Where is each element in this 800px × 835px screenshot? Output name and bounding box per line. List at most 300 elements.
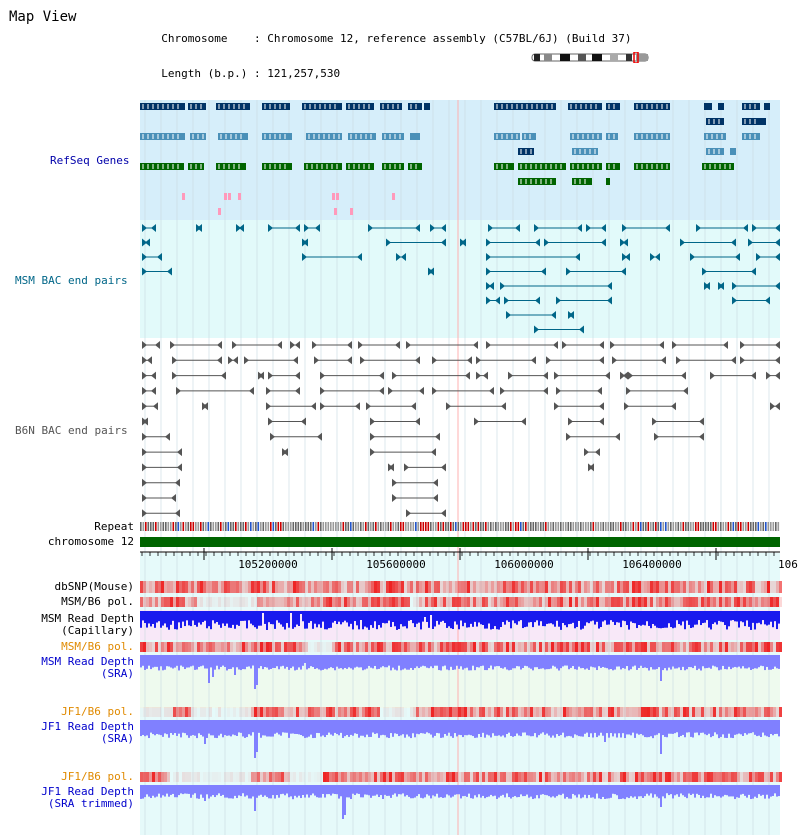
- polymorphism-cell: [611, 642, 614, 652]
- polymorphism-cell: [410, 642, 413, 652]
- read-depth-bar: [642, 655, 644, 668]
- read-depth-bar: [242, 655, 244, 669]
- read-depth-bar: [442, 655, 444, 666]
- read-depth-bar: [460, 655, 462, 666]
- read-depth-bar: [306, 655, 308, 669]
- polymorphism-cell: [653, 597, 656, 607]
- read-depth-bar: [402, 785, 404, 793]
- repeat-element: [765, 522, 767, 531]
- polymorphism-cell: [152, 707, 155, 717]
- read-depth-bar: [638, 611, 640, 625]
- bac-end: [731, 356, 736, 364]
- bac-end: [172, 372, 177, 380]
- read-depth-bar: [734, 611, 736, 621]
- polymorphism-cell: [461, 772, 464, 782]
- read-depth-bar: [142, 611, 144, 620]
- polymorphism-cell: [665, 642, 668, 652]
- polymorphism-cell: [746, 772, 749, 782]
- read-depth-bar: [250, 611, 252, 624]
- polymorphism-cell: [170, 597, 173, 607]
- read-depth-bar: [156, 785, 158, 797]
- polymorphism-cell: [758, 642, 761, 652]
- polymorphism-cell: [224, 642, 227, 652]
- read-depth-bar: [328, 655, 330, 668]
- polymorphism-cell: [398, 772, 401, 782]
- read-depth-bar: [722, 785, 724, 796]
- polymorphism-cell: [320, 581, 323, 593]
- read-depth-bar: [372, 785, 374, 796]
- polymorphism-cell: [140, 581, 143, 593]
- read-depth-bar: [154, 611, 156, 628]
- polymorphism-cell: [398, 707, 401, 717]
- polymorphism-cell: [629, 597, 632, 607]
- read-depth-bar: [164, 785, 166, 797]
- polymorphism-cell: [374, 642, 377, 652]
- polymorphism-cell: [404, 581, 407, 593]
- read-depth-bar: [310, 720, 312, 735]
- repeat-element: [155, 522, 157, 531]
- polymorphism-cell: [602, 597, 605, 607]
- polymorphism-cell: [623, 772, 626, 782]
- read-depth-bar: [516, 611, 518, 625]
- read-depth-bar: [232, 785, 234, 799]
- repeat-element: [628, 522, 630, 531]
- polymorphism-cell: [140, 707, 143, 717]
- polymorphism-cell: [404, 707, 407, 717]
- repeat-element: [675, 522, 677, 531]
- read-depth-bar: [384, 720, 386, 735]
- polymorphism-cell: [401, 581, 404, 593]
- read-depth-bar: [526, 655, 528, 666]
- polymorphism-cell: [518, 581, 521, 593]
- polymorphism-cell: [164, 707, 167, 717]
- polymorphism-cell: [572, 581, 575, 593]
- read-depth-bar: [424, 611, 426, 617]
- label-line: (SRA trimmed): [47, 797, 134, 810]
- polymorphism-cell: [764, 707, 767, 717]
- polymorphism-cell: [746, 707, 749, 717]
- read-depth-bar: [510, 720, 512, 736]
- read-depth-bar: [492, 611, 494, 629]
- polymorphism-cell: [707, 597, 710, 607]
- polymorphism-cell: [440, 597, 443, 607]
- read-depth-bar: [772, 655, 774, 669]
- read-depth-bar: [176, 655, 178, 666]
- polymorphism-cell: [296, 642, 299, 652]
- repeat-element: [180, 522, 182, 531]
- repeat-element: [743, 522, 745, 531]
- polymorphism-cell: [305, 642, 308, 652]
- repeat-element: [683, 522, 685, 531]
- polymorphism-cell: [746, 642, 749, 652]
- read-depth-bar: [752, 720, 754, 732]
- polymorphism-cell: [632, 642, 635, 652]
- read-depth-bar: [562, 785, 564, 794]
- polymorphism-cell: [749, 597, 752, 607]
- read-depth-bar: [652, 655, 654, 669]
- polymorphism-cell: [257, 597, 260, 607]
- repeat-element: [168, 522, 170, 531]
- polymorphism-cell: [149, 772, 152, 782]
- read-depth-bar: [720, 785, 722, 798]
- polymorphism-cell: [335, 597, 338, 607]
- bac-end: [347, 356, 352, 364]
- pink-mark: [224, 193, 227, 200]
- read-depth-bar: [464, 720, 466, 735]
- read-depth-bar: [324, 655, 326, 669]
- polymorphism-cell: [488, 581, 491, 593]
- read-depth-bar: [636, 785, 638, 799]
- polymorphism-cell: [266, 581, 269, 593]
- read-depth-bar: [194, 655, 196, 670]
- polymorphism-cell: [398, 597, 401, 607]
- read-depth-bar: [200, 611, 202, 625]
- axis-tick-label: 105600000: [366, 558, 426, 571]
- polymorphism-cell: [572, 642, 575, 652]
- read-depth-bar: [310, 785, 312, 795]
- read-depth-bar: [322, 720, 324, 735]
- bac-end: [441, 509, 446, 517]
- read-depth-bar: [456, 785, 458, 794]
- read-depth-bar: [528, 720, 530, 736]
- polymorphism-cell: [347, 772, 350, 782]
- read-depth-bar: [746, 720, 748, 735]
- read-depth-bar: [514, 785, 516, 796]
- read-depth-bar: [490, 785, 492, 795]
- polymorphism-cell: [407, 597, 410, 607]
- polymorphism-cell: [560, 707, 563, 717]
- read-depth-bar: [192, 785, 194, 795]
- bac-end: [142, 433, 147, 441]
- read-depth-bar: [542, 611, 544, 626]
- read-depth-bar: [154, 720, 156, 735]
- read-depth-bar: [662, 611, 664, 628]
- polymorphism-cell: [458, 581, 461, 593]
- repeat-element: [568, 522, 570, 531]
- info-value: : Chromosome 12, reference assembly (C57BL/6J) (Build 37): [253, 32, 632, 45]
- polymorphism-cell: [692, 772, 695, 782]
- polymorphism-cell: [143, 597, 146, 607]
- read-depth-bar: [150, 785, 152, 798]
- read-depth-bar: [404, 655, 406, 668]
- polymorphism-cell: [725, 772, 728, 782]
- bac-end: [370, 418, 375, 426]
- polymorphism-cell: [239, 597, 242, 607]
- read-depth-bar: [196, 655, 198, 669]
- polymorphism-cell: [377, 642, 380, 652]
- polymorphism-cell: [224, 772, 227, 782]
- repeat-element: [385, 522, 387, 531]
- polymorphism-cell: [749, 707, 752, 717]
- polymorphism-cell: [506, 772, 509, 782]
- read-depth-bar: [248, 785, 250, 798]
- read-depth-bar: [256, 720, 258, 752]
- bac-end: [142, 448, 147, 456]
- polymorphism-cell: [557, 707, 560, 717]
- read-depth-bar: [246, 720, 248, 737]
- polymorphism-cell: [335, 772, 338, 782]
- repeat-element: [260, 522, 262, 531]
- read-depth-bar: [474, 611, 476, 622]
- polymorphism-cell: [233, 597, 236, 607]
- polymorphism-cell: [587, 581, 590, 593]
- polymorphism-cell: [431, 642, 434, 652]
- bac-end: [370, 448, 375, 456]
- repeat-element: [673, 522, 675, 531]
- polymorphism-cell: [740, 772, 743, 782]
- polymorphism-cell: [245, 707, 248, 717]
- label-line: MSM Read Depth: [41, 612, 134, 625]
- read-depth-bar: [718, 655, 720, 670]
- polymorphism-cell: [743, 707, 746, 717]
- polymorphism-cell: [545, 581, 548, 593]
- polymorphism-cell: [440, 581, 443, 593]
- polymorphism-cell: [470, 772, 473, 782]
- polymorphism-cell: [509, 642, 512, 652]
- read-depth-bar: [254, 720, 256, 758]
- read-depth-bar: [638, 655, 640, 668]
- polymorphism-cell: [182, 772, 185, 782]
- gene-feature: [302, 103, 342, 110]
- read-depth-bar: [196, 720, 198, 738]
- read-depth-bar: [336, 655, 338, 667]
- polymorphism-cell: [428, 581, 431, 593]
- read-depth-bar: [246, 655, 248, 667]
- read-depth-bar: [190, 611, 192, 626]
- polymorphism-cell: [704, 581, 707, 593]
- repeat-element: [488, 522, 490, 531]
- polymorphism-cell: [278, 597, 281, 607]
- read-depth-bar: [378, 785, 380, 797]
- read-depth-bar: [166, 611, 168, 627]
- read-depth-bar: [542, 720, 544, 732]
- repeat-element: [360, 522, 362, 531]
- polymorphism-cell: [401, 707, 404, 717]
- read-depth-bar: [384, 611, 386, 623]
- read-depth-bar: [278, 655, 280, 669]
- polymorphism-cell: [368, 642, 371, 652]
- polymorphism-cell: [542, 707, 545, 717]
- read-depth-bar: [344, 785, 346, 815]
- repeat-element: [555, 522, 557, 531]
- polymorphism-cell: [194, 642, 197, 652]
- polymorphism-cell: [167, 707, 170, 717]
- polymorphism-cell: [455, 597, 458, 607]
- repeat-element: [485, 522, 487, 531]
- bac-end: [392, 479, 397, 487]
- polymorphism-cell: [158, 642, 161, 652]
- polymorphism-cell: [578, 772, 581, 782]
- read-depth-bar: [182, 785, 184, 794]
- read-depth-bar: [160, 785, 162, 798]
- read-depth-bar: [742, 611, 744, 622]
- read-depth-bar: [498, 611, 500, 630]
- polymorphism-cell: [368, 581, 371, 593]
- bac-end: [177, 448, 182, 456]
- read-depth-bar: [692, 720, 694, 737]
- read-depth-bar: [508, 785, 510, 797]
- read-depth-bar: [206, 655, 208, 669]
- polymorphism-cell: [761, 642, 764, 652]
- polymorphism-cell: [401, 597, 404, 607]
- polymorphism-cell: [746, 581, 749, 593]
- read-depth-bar: [452, 720, 454, 738]
- read-depth-bar: [272, 655, 274, 668]
- read-depth-bar: [308, 785, 310, 798]
- read-depth-bar: [394, 611, 396, 626]
- read-depth-bar: [392, 720, 394, 737]
- read-depth-bar: [700, 785, 702, 798]
- polymorphism-cell: [584, 597, 587, 607]
- read-depth-bar: [448, 655, 450, 670]
- repeat-element: [715, 522, 717, 531]
- read-depth-bar: [260, 720, 262, 738]
- read-depth-bar: [410, 720, 412, 738]
- read-depth-bar: [144, 720, 146, 736]
- repeat-element: [753, 522, 755, 531]
- polymorphism-cell: [269, 581, 272, 593]
- read-depth-bar: [510, 611, 512, 628]
- read-depth-bar: [414, 785, 416, 798]
- repeat-element: [653, 522, 655, 531]
- polymorphism-cell: [287, 772, 290, 782]
- read-depth-bar: [694, 720, 696, 733]
- polymorphism-cell: [419, 707, 422, 717]
- repeat-element: [413, 522, 415, 531]
- read-depth-bar: [584, 720, 586, 734]
- polymorphism-cell: [479, 642, 482, 652]
- read-depth-bar: [686, 785, 688, 798]
- polymorphism-cell: [557, 642, 560, 652]
- read-depth-bar: [420, 785, 422, 798]
- read-depth-bar: [378, 611, 380, 625]
- read-depth-bar: [186, 785, 188, 794]
- read-depth-bar: [740, 655, 742, 668]
- read-depth-bar: [530, 785, 532, 797]
- read-depth-bar: [454, 655, 456, 670]
- read-depth-bar: [338, 720, 340, 735]
- polymorphism-cell: [248, 581, 251, 593]
- repeat-element: [363, 522, 365, 531]
- polymorphism-cell: [257, 707, 260, 717]
- read-depth-bar: [406, 611, 408, 628]
- repeat-element: [645, 522, 647, 531]
- read-depth-bar: [514, 611, 516, 623]
- read-depth-bar: [428, 611, 430, 628]
- read-depth-bar: [264, 655, 266, 667]
- gene-feature: [262, 163, 292, 170]
- polymorphism-cell: [431, 772, 434, 782]
- read-depth-bar: [632, 785, 634, 798]
- read-depth-bar: [206, 720, 208, 738]
- read-depth-bar: [628, 720, 630, 734]
- repeat-element: [553, 522, 555, 531]
- polymorphism-cell: [386, 581, 389, 593]
- polymorphism-cell: [305, 707, 308, 717]
- read-depth-bar: [664, 655, 666, 668]
- polymorphism-cell: [521, 581, 524, 593]
- read-depth-bar: [496, 720, 498, 736]
- polymorphism-cell: [473, 642, 476, 652]
- gene-feature: [216, 103, 250, 110]
- repeat-element: [728, 522, 730, 531]
- polymorphism-cell: [476, 597, 479, 607]
- polymorphism-cell: [482, 597, 485, 607]
- polymorphism-cell: [596, 642, 599, 652]
- polymorphism-cell: [143, 707, 146, 717]
- read-depth-bar: [186, 720, 188, 735]
- polymorphism-cell: [707, 581, 710, 593]
- read-depth-bar: [350, 611, 352, 624]
- bac-end: [500, 387, 505, 395]
- read-depth-bar: [178, 785, 180, 795]
- read-depth-bar: [560, 720, 562, 735]
- polymorphism-cell: [704, 642, 707, 652]
- polymorphism-cell: [380, 597, 383, 607]
- read-depth-bar: [270, 720, 272, 737]
- polymorphism-cell: [419, 772, 422, 782]
- repeat-element: [340, 522, 342, 531]
- repeat-element: [480, 522, 482, 531]
- polymorphism-cell: [428, 707, 431, 717]
- repeat-element: [693, 522, 695, 531]
- repeat-element: [620, 522, 622, 531]
- repeat-element: [145, 522, 147, 531]
- read-depth-bar: [548, 655, 550, 669]
- bac-end: [508, 372, 513, 380]
- read-depth-bar: [750, 785, 752, 799]
- repeat-element: [415, 522, 417, 531]
- read-depth-bar: [376, 611, 378, 629]
- polymorphism-cell: [161, 707, 164, 717]
- repeat-element: [348, 522, 350, 531]
- read-depth-bar: [514, 655, 516, 668]
- polymorphism-cell: [374, 707, 377, 717]
- read-depth-bar: [458, 785, 460, 794]
- read-depth-bar: [404, 720, 406, 738]
- read-depth-bar: [464, 785, 466, 796]
- read-depth-bar: [236, 611, 238, 625]
- polymorphism-cell: [617, 581, 620, 593]
- polymorphism-cell: [161, 772, 164, 782]
- read-depth-bar: [722, 655, 724, 666]
- read-depth-bar: [492, 655, 494, 669]
- read-depth-bar: [256, 785, 258, 798]
- read-depth-bar: [228, 655, 230, 669]
- repeat-element: [153, 522, 155, 531]
- polymorphism-cell: [269, 707, 272, 717]
- read-depth-bar: [618, 655, 620, 666]
- read-depth-bar: [626, 611, 628, 625]
- polymorphism-cell: [509, 772, 512, 782]
- polymorphism-cell: [686, 581, 689, 593]
- read-depth-bar: [204, 785, 206, 801]
- polymorphism-cell: [380, 707, 383, 717]
- polymorphism-cell: [383, 597, 386, 607]
- polymorphism-cell: [614, 581, 617, 593]
- read-depth-bar: [592, 655, 594, 667]
- read-depth-bar: [584, 655, 586, 669]
- repeat-element: [773, 522, 775, 531]
- read-depth-bar: [644, 785, 646, 796]
- read-depth-bar: [202, 655, 204, 666]
- read-depth-bar: [262, 785, 264, 797]
- read-depth-bar: [702, 655, 704, 666]
- read-depth-bar: [530, 611, 532, 622]
- read-depth-bar: [606, 611, 608, 625]
- repeat-element: [658, 522, 660, 531]
- read-depth-bar: [208, 785, 210, 799]
